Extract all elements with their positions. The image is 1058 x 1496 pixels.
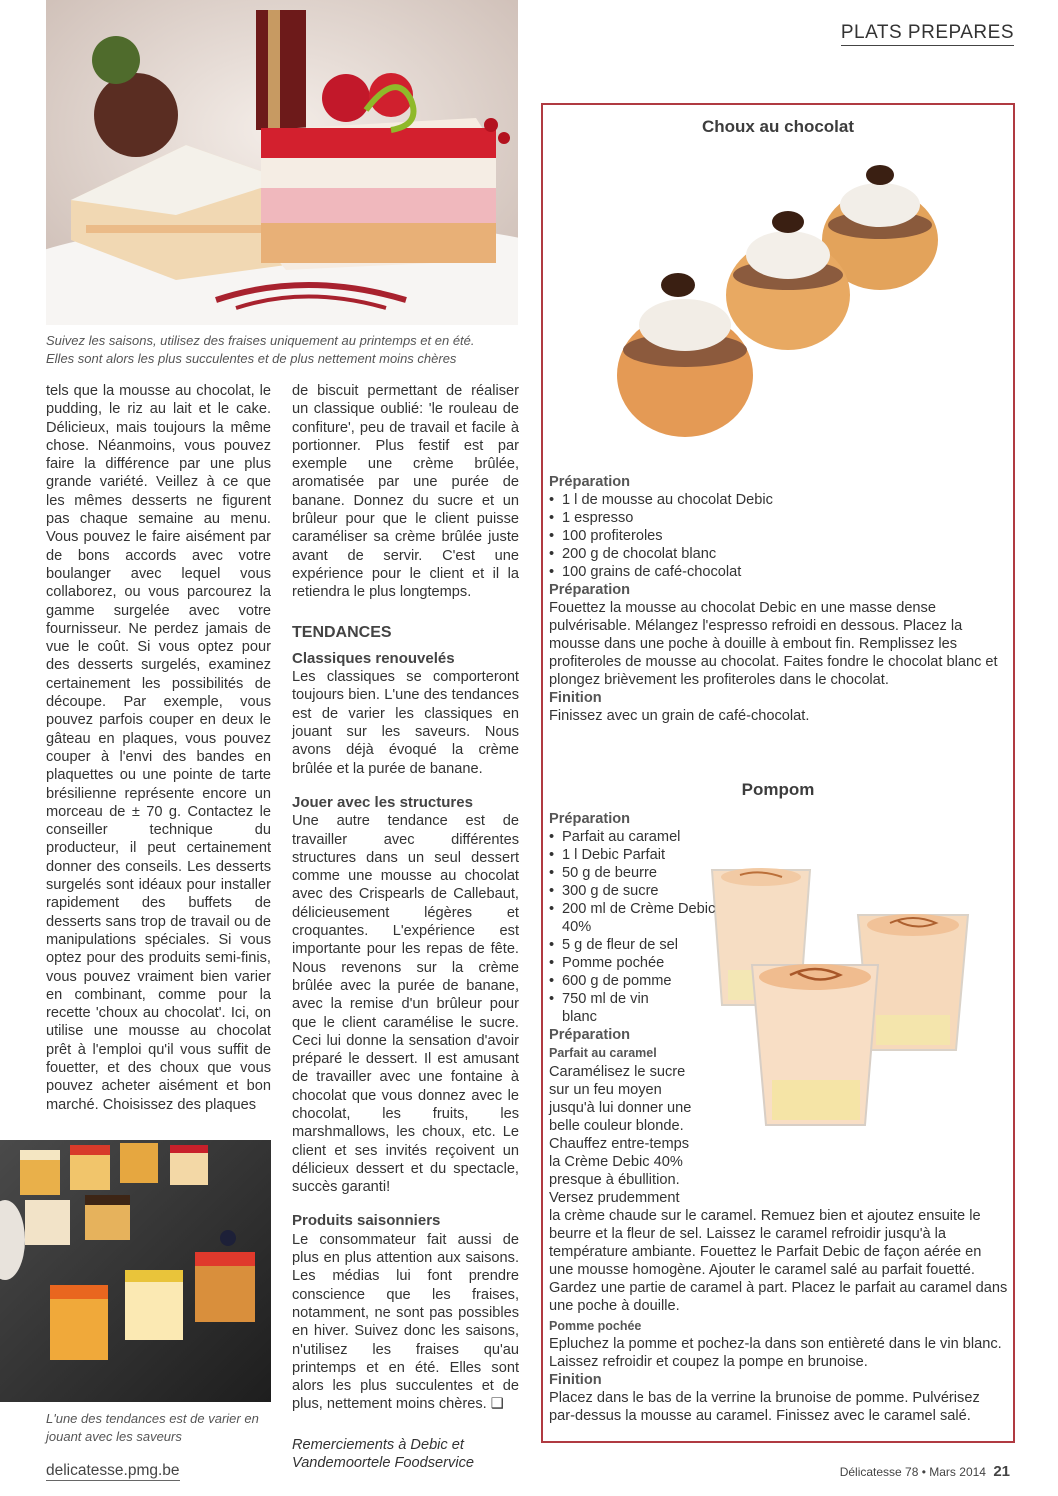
section-label: PLATS PREPARES <box>841 22 1014 46</box>
pompom-pomme-text: Epluchez la pomme et pochez-la dans son entièreté dans le vin blanc. Laissez refroidir et coupez la pompe en brunoise. <box>549 1336 1002 1370</box>
footer-issue-info <box>840 1463 1010 1480</box>
ingredient-item: • 50 g de beurre <box>549 864 719 882</box>
choux-illustration <box>590 150 970 465</box>
article-text-1: tels que la mousse au chocolat, le pudding, le riz au lait et le cake. Délicieux, mais toujours la même chose. Néanmoins, vous pouvez faire la différence par une plus grande variété. Veillez à ce que les mêmes desserts ne figurent pas chaque semaine au menu. Vous pouvez le faire aisément par de bons accords avec votre boulanger avec lequel vous collaborez, ou vous parcourez la gamme surgelée avec votre fournisseur. Ne perdez jamais de vue le coût. Si vous optez pour des desserts surgelés, examinez certainement les possibilités de découpe. Par exemple, vous pouvez parfois couper en deux le gâteau en plaques, vous pouvez couper à l'envi des bandes en plaquettes ou une pointe de tarte brésilienne représente encore un morceau de ± 70 g. Contactez le conseiller technique du producteur, il peut certainement donner des conseils. Les desserts surgelés sont idéaux pour installer rapidement des buffets de desserts sans trop de travail ou de manipulations spéciales. Si vous optez pour des produits semi-finis, vous pouvez vraiment bien varier en combinant, comme pour la recette 'choux au chocolat'. Ici, on utilise une mousse au chocolat prêt à l'emploi qu'il vous suffit de fouetter, et des choux que vous pouvez acheter aisément et bon marché. Choisissez des plaques <box>46 383 271 1113</box>
photo-strawberry-cakes <box>46 0 518 325</box>
recipe-choux-text <box>549 473 999 725</box>
pompom-prep-heading: Préparation <box>549 1027 631 1043</box>
choux-prep-text: Fouettez la mousse au chocolat Debic en une masse dense pulvérisable. Mélangez l'espresso refroidi en dessous. Placez la mousse dans une poche à douille à embout fin. Remplissez les profiteroles de mousse au chocolat. Faites fondre le chocolat blanc et plongez brièvement les profiteroles dans le chocolat. <box>549 600 998 688</box>
pompom-ingredient-list <box>549 828 719 1026</box>
photo-choux <box>590 150 970 465</box>
photo-petits-fours <box>0 1140 271 1402</box>
ingredient-item: • 200 g de chocolat blanc <box>549 545 999 563</box>
ingredient-item: • 750 ml de vin blanc <box>549 990 659 1026</box>
pompom-finition-heading: Finition <box>549 1372 602 1388</box>
ingredient-item: • 100 grains de café-chocolat <box>549 563 999 581</box>
subheading-structures: Jouer avec les structures <box>292 793 473 811</box>
text-saisonniers-body: Le consommateur fait aussi de plus en plus attention aux saisons. Les médias lui font prendre conscience que les fraises, notamment, ne sont pas possibles en hiver. Suivez donc les saisons, n'utilisez les fraises qu'au printemps et en été. Elles sont alors les plus succulentes et de plus, nettement moins chères. <box>292 1231 519 1413</box>
ingredient-item: • 300 g de sucre <box>549 882 719 900</box>
subheading-classiques: Classiques renouvelés <box>292 649 455 667</box>
recipe-title-choux: Choux au chocolat <box>701 117 855 136</box>
petits-fours-illustration <box>0 1140 271 1402</box>
pompom-parfait-subheading: Parfait au caramel <box>549 1046 657 1060</box>
article-column-1 <box>46 382 271 1114</box>
pompom-finition-text: Placez dans le bas de la verrine la brunoise de pomme. Pulvérisez par-dessus la mousse au caramel. Finissez avec le caramel salé. <box>549 1390 980 1424</box>
ingredient-item: • 600 g de pomme <box>549 972 719 990</box>
article-text-2: de biscuit permettant de réaliser un classique oublié: 'le rouleau de confiture', peu de travail et facile à portionner. Plus festif est par exemple une crème brûlée, aromatisée par une purée de banane. Donnez du sucre et un brûleur pour que le client puisse caraméliser sa crème brûlée juste avant de servir. C'est une expérience pour le client et il la retiendra le plus longtemps. <box>292 383 519 601</box>
choux-prep-heading: Préparation <box>549 582 631 598</box>
ingredient-item: • 100 profiteroles <box>549 527 999 545</box>
pompom-parfait-text <box>549 1063 1009 1315</box>
ingredient-item: • 1 espresso <box>549 509 999 527</box>
text-classiques: Les classiques se comporteront toujours bien. L'une des tendances est de varier les classiques en jouant sur les saveurs. Nous avons déjà évoqué la crème brûlée et la purée de banane. <box>292 669 519 777</box>
ingredient-item: • 1 l Debic Parfait <box>549 846 719 864</box>
subheading-saisonniers: Produits saisonniers <box>292 1212 441 1230</box>
choux-ingredient-list <box>549 491 999 581</box>
section-heading-tendances: TENDANCES <box>292 623 392 641</box>
recipe-pompom-ingredients <box>549 810 719 1062</box>
pompom-ingredients-heading: Préparation <box>549 811 631 827</box>
pompom-parfait-body: Caramélisez le sucre sur un feu moyen jusqu'à lui donner une belle couleur blonde. Chauffez entre-temps la Crème Debic 40% presque à ébullition. Versez prudemment la crème chaude sur le caramel. Remuez bien et ajoutez ensuite le beurre et la fleur de sel. Laissez le caramel refroidir jusqu'à la température ambiante. Fouettez le Parfait Debic de façon aérée en une mousse homogène. Ajouter le caramel salé au parfait fouetté. Gardez une partie de caramel à part. Placez le parfait au caramel dans une poche à douille. <box>549 1064 1008 1314</box>
footer-issue: Délicatesse 78 • Mars 2014 <box>839 1465 986 1479</box>
recipe-pompom-body <box>549 1063 1009 1425</box>
pompom-pomme-subheading: Pomme pochée <box>549 1319 642 1333</box>
acknowledgements: Remerciements à Debic et Vandemoortele Foodservice <box>292 1436 474 1472</box>
choux-finition-heading: Finition <box>549 690 602 706</box>
choux-ingredients-heading: Préparation <box>549 474 631 490</box>
choux-finition-text: Finissez avec un grain de café-chocolat. <box>549 708 810 724</box>
ingredient-item: • 200 ml de Crème Debic 40% <box>549 900 719 936</box>
ingredient-item: • Pomme pochée <box>549 954 719 972</box>
ingredient-item: • Parfait au caramel <box>549 828 719 846</box>
page-number: 21 <box>993 1463 1010 1480</box>
caption-bottom-photo: L'une des tendances est de varier en jouant avec les saveurs <box>46 1411 259 1444</box>
ingredient-item: • 5 g de fleur de sel <box>549 936 719 954</box>
cakes-illustration <box>46 0 518 325</box>
caption-top-photo: Suivez les saisons, utilisez des fraises uniquement au printemps et en été. Elles sont alors les plus succulentes et de plus nettement moins chères <box>46 333 475 366</box>
footer-website[interactable]: delicatesse.pmg.be <box>46 1462 180 1479</box>
ingredient-item: • 1 l de mousse au chocolat Debic <box>549 491 999 509</box>
end-mark: ❑ <box>490 1396 504 1413</box>
text-structures: Une autre tendance est de travailler avec différentes structures dans un seul dessert comme une mousse au chocolat avec des Crispearls de Callebaut, délicieusement légères et croquantes. L'expérience est importante pour les repas de fête. Nous revenons sur la crème brûlée avec la purée de banane, avec la remise d'un brûleur pour que le client caramélise le sucre. Ceci lui donne la sensation d'avoir préparé le dessert. Il est amusant de travailler avec une fontaine à chocolat que vous donnez avec le chocolat, les fruits, les marshmallows, les choux, etc. Le client et ses invités reçoivent un délicieux dessert et du spectacle, succès garanti! <box>292 813 519 1196</box>
article-column-2 <box>292 382 519 1472</box>
pompom-parfait-float <box>694 1063 1009 1205</box>
text-saisonniers <box>292 1231 519 1414</box>
recipe-title-pompom: Pompom <box>741 780 815 799</box>
